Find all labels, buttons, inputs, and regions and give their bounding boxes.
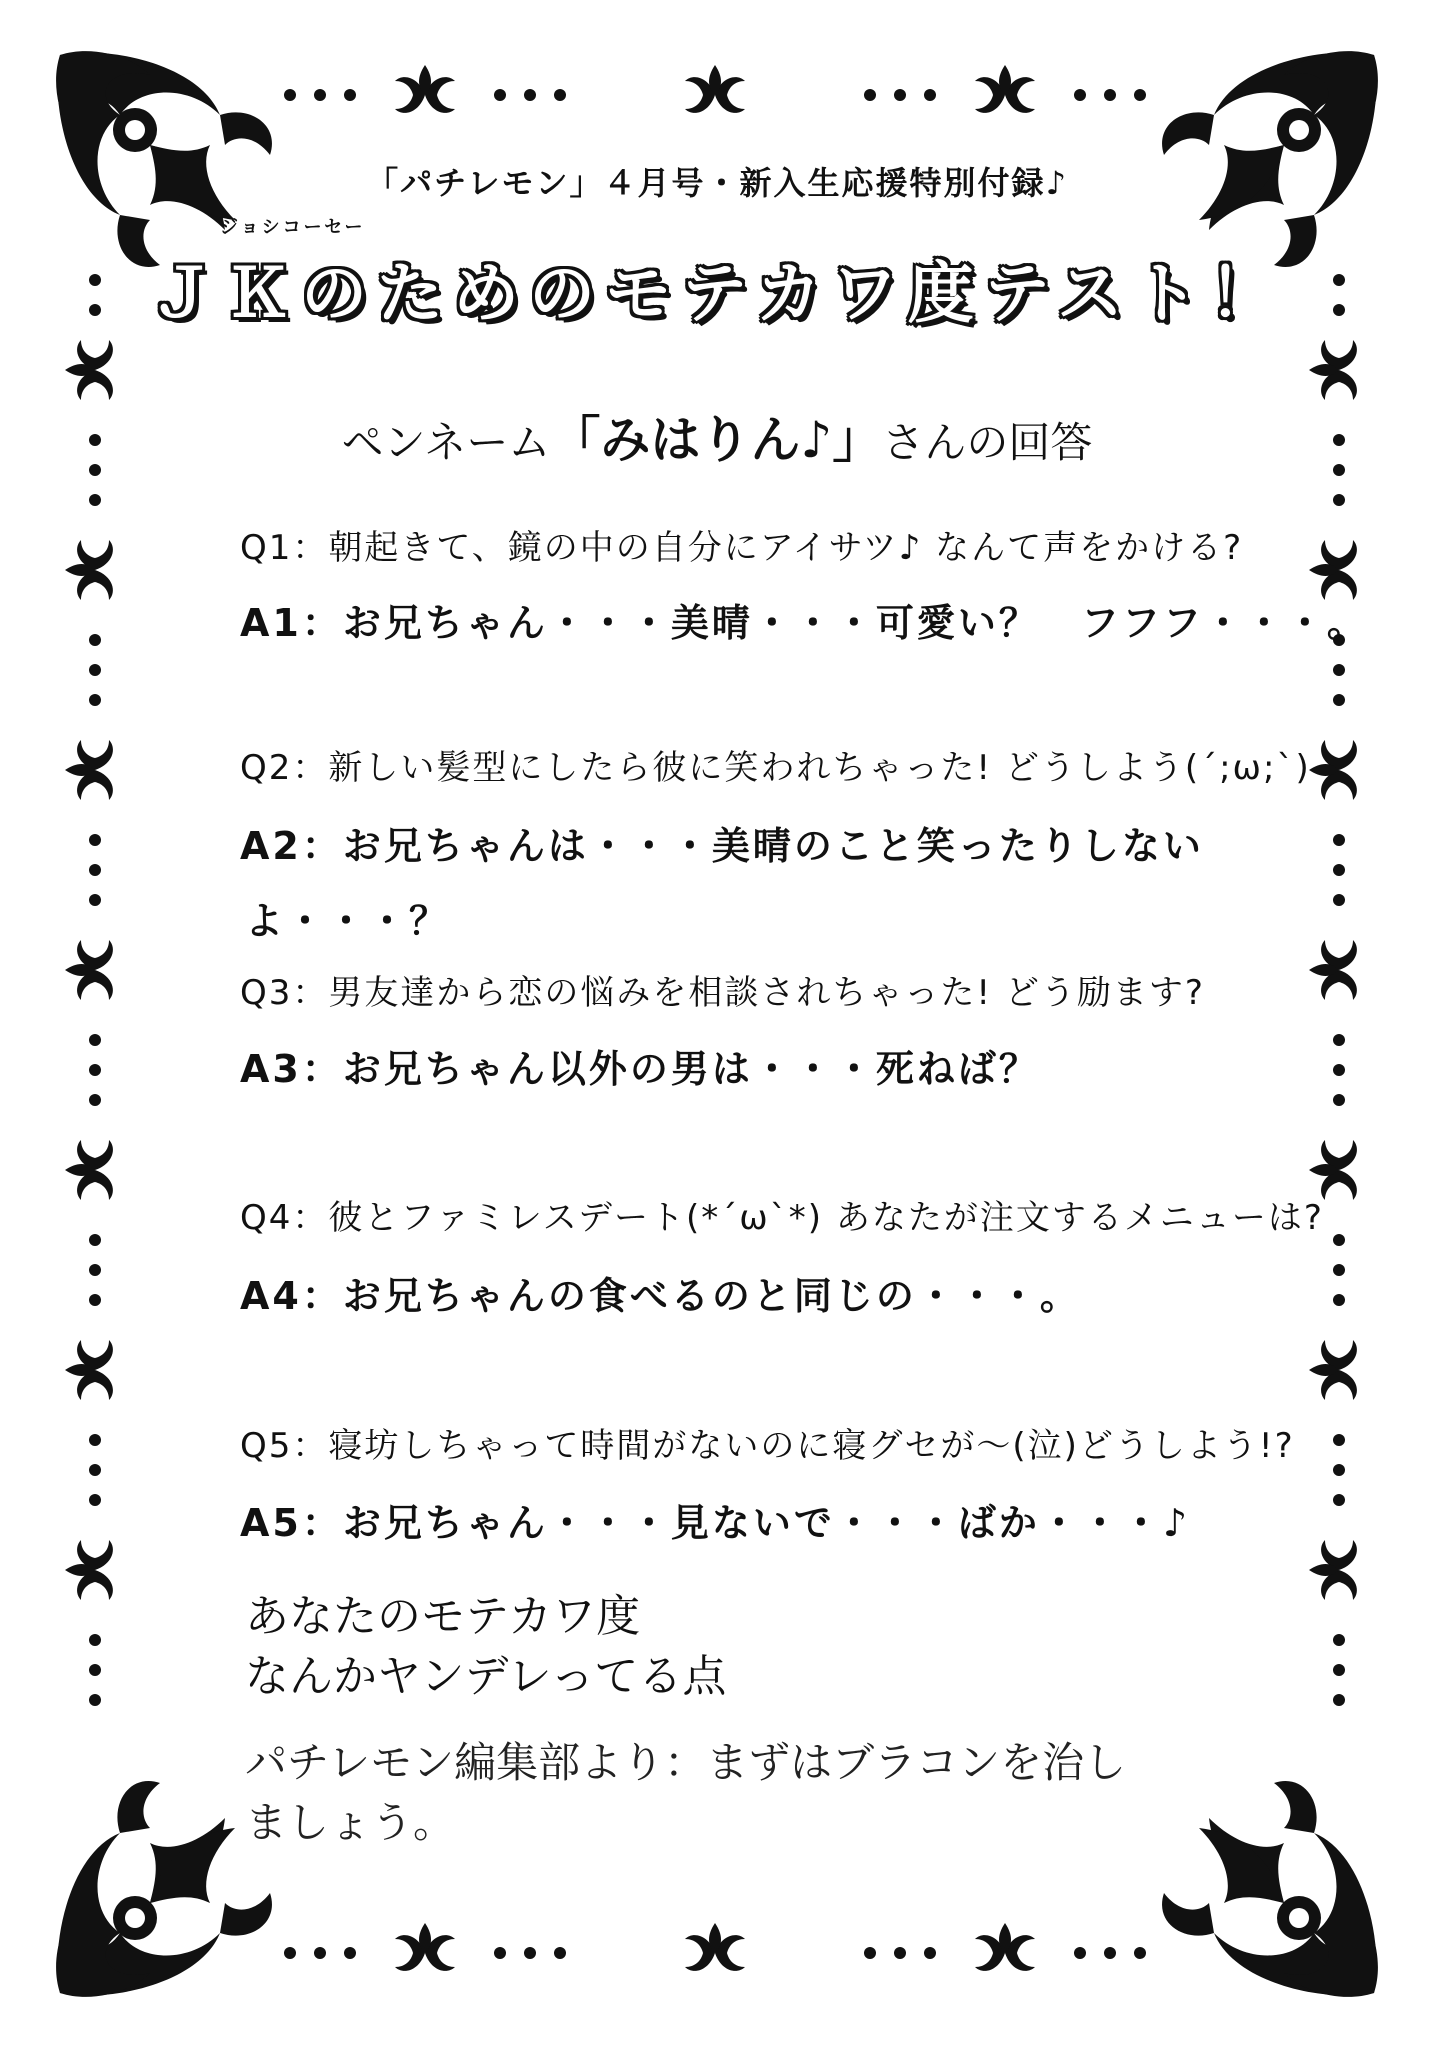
- question-4: [240, 1190, 1324, 1239]
- answer-1: [240, 592, 1368, 647]
- answer-2: [240, 815, 1204, 870]
- answer-label: A2：: [240, 824, 343, 868]
- editor-note-line-2: ましょう。: [245, 1798, 456, 1847]
- answer-label: A1：: [240, 601, 343, 645]
- pen-name: 「みはりん♪」: [550, 411, 883, 469]
- question-label: Q1：: [240, 528, 329, 568]
- pen-name-suffix: さんの回答: [882, 418, 1093, 467]
- question-label: Q3：: [240, 973, 329, 1013]
- answer-text: お兄ちゃんの食べるのと同じの・・・。: [342, 1274, 1081, 1318]
- answer-text: お兄ちゃん・・・見ないで・・・ばか・・・♪: [342, 1501, 1191, 1545]
- page-title: ＪＫのためのモテカワ度テスト！: [148, 255, 1286, 332]
- editor-note-line-1: パチレモン編集部より：まずはブラコンを治し: [245, 1738, 1127, 1787]
- question-5: [240, 1418, 1295, 1467]
- answer-3: [240, 1038, 1040, 1093]
- magazine-header: 「パチレモン」４月号・新入生応援特別付録♪: [366, 164, 1068, 202]
- question-text: 朝起きて、鏡の中の自分にアイサツ♪ なんて声をかける?: [328, 528, 1244, 568]
- question-label: Q5：: [240, 1426, 329, 1466]
- answer-label: A5：: [240, 1501, 343, 1545]
- question-label: Q4：: [240, 1198, 329, 1238]
- question-label: Q2：: [240, 748, 329, 788]
- question-text: 彼とファミレスデート(*´ω`*) あなたが注文するメニューは?: [328, 1198, 1324, 1238]
- answer-2-continued: よ・・・？: [245, 899, 451, 943]
- answer-4: [240, 1265, 1081, 1320]
- question-2: [240, 740, 1311, 789]
- result-line-1: あなたのモテカワ度: [245, 1591, 641, 1642]
- question-text: 新しい髪型にしたら彼に笑われちゃった! どうしよう(´;ω;`): [328, 748, 1311, 788]
- answer-5: [240, 1492, 1190, 1547]
- title-ruby: ジョシコーセー: [220, 217, 366, 238]
- question-text: 男友達から恋の悩みを相談されちゃった! どう励ます?: [328, 973, 1205, 1013]
- pen-name-prefix: ペンネーム: [341, 418, 551, 467]
- answer-label: A4：: [240, 1274, 343, 1318]
- question-text: 寝坊しちゃって時間がないのに寝グセが〜(泣)どうしよう!?: [328, 1426, 1295, 1466]
- answer-label: A3：: [240, 1047, 343, 1091]
- answer-text: お兄ちゃん・・・美晴・・・可愛い？ フフフ・・・。: [342, 601, 1368, 645]
- answer-text: お兄ちゃんは・・・美晴のこと笑ったりしない: [342, 824, 1204, 868]
- respondent-line: [0, 400, 1434, 472]
- answer-text: お兄ちゃん以外の男は・・・死ねば？: [342, 1047, 1040, 1091]
- question-1: [240, 520, 1243, 569]
- question-3: [240, 965, 1205, 1014]
- result-line-2: なんかヤンデレってる点: [245, 1651, 727, 1702]
